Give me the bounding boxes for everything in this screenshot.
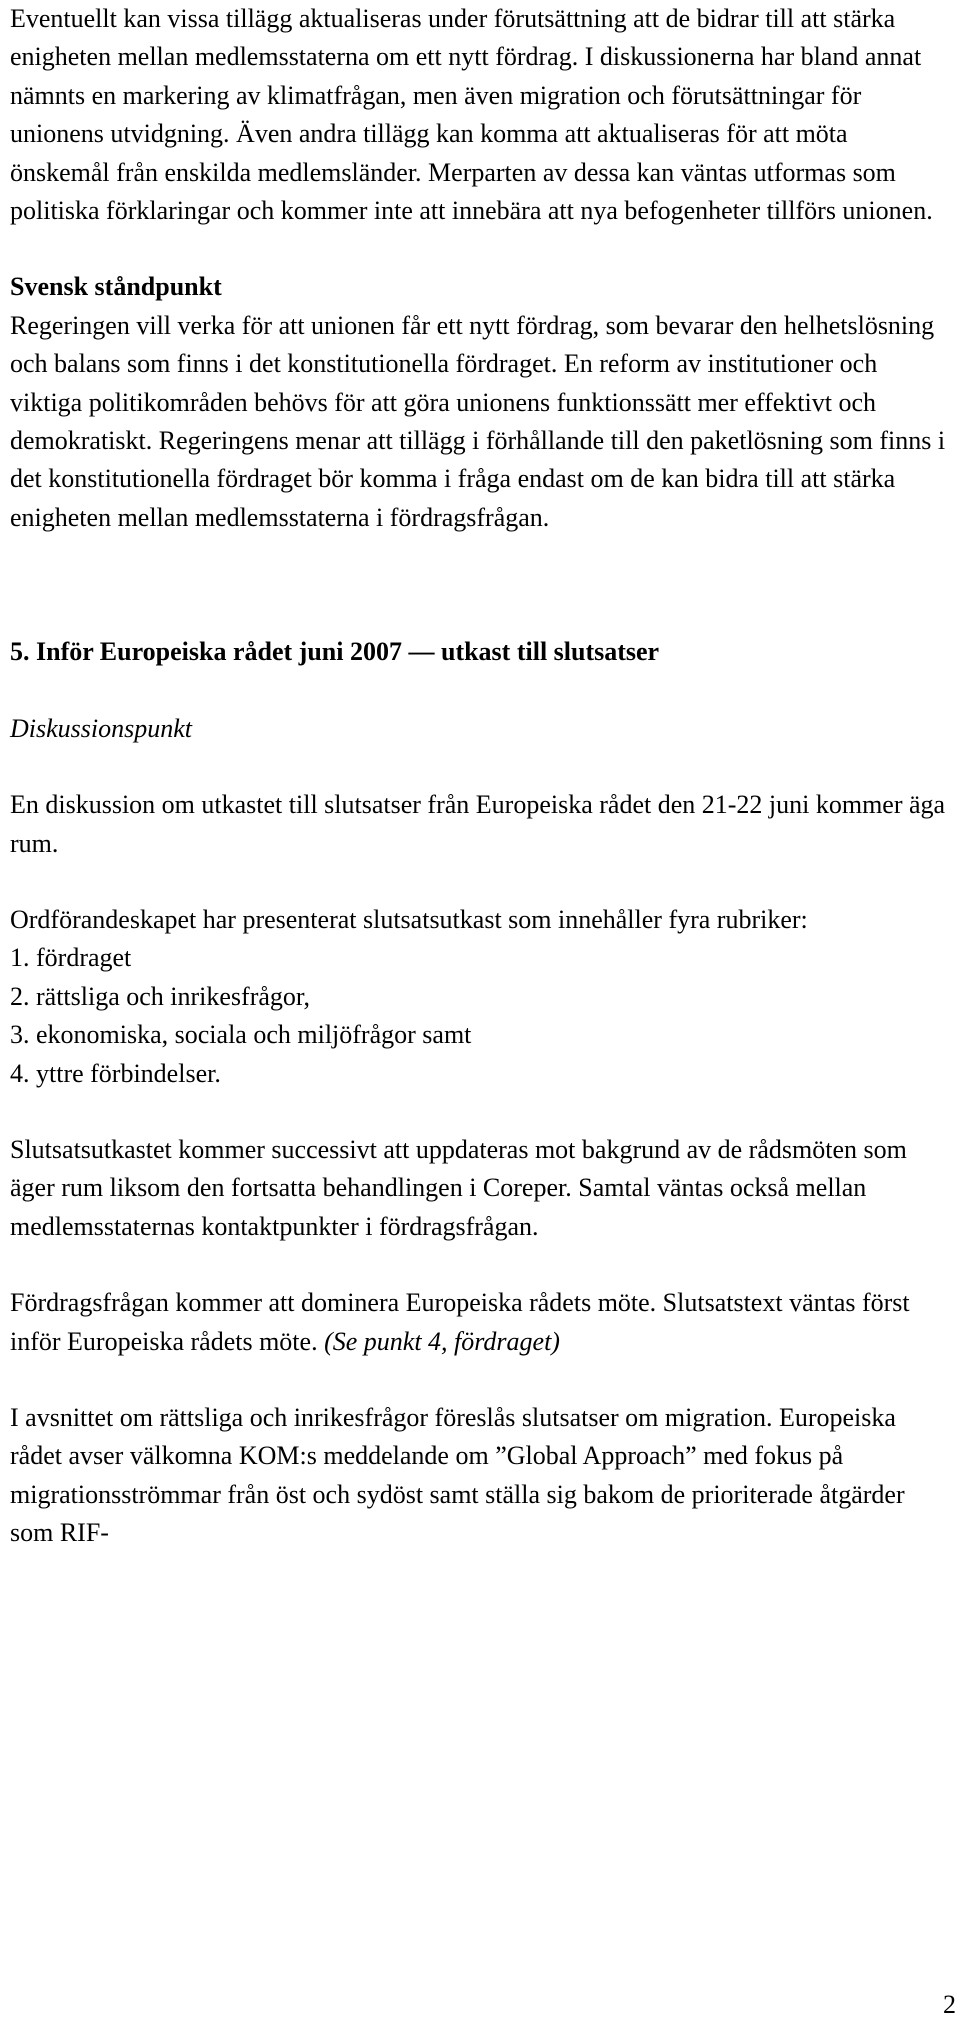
list-item: 4. yttre förbindelser. [10,1058,221,1088]
svensk-standpunkt-paragraph: Regeringen vill verka för att unionen får ett nytt fördrag, som bevarar den helhetslösning och balans som finns i det konstitutionella fördraget. En reform av institutioner och viktiga politikområden behövs för att göra unionens funktionssätt mer effektivt och demokratiskt. Regeringens menar att tillägg i förhållande till den paketlösning som finns i det konstitutionella fördraget bör komma i fråga endast om de kan bidra till att stärka enigheten mellan medlemsstaterna i fördragsfrågan. [10,310,946,532]
list-item: 1. fördraget [10,943,132,973]
section-5-heading: 5. Inför Europeiska rådet juni 2007 — utkast till slutsatser [10,637,660,667]
fordragsfragan-paragraph [10,1284,950,1361]
list-item: 3. ekonomiska, sociala och miljöfrågor samt [10,1020,472,1050]
diskussion-paragraph: En diskussion om utkastet till slutsatser från Europeiska rådet den 21-22 juni kommer äga rum. [10,790,946,858]
rubriker-list [10,939,950,1093]
ordforandeskap-paragraph: Ordförandeskapet har presenterat slutsatsutkast som innehåller fyra rubriker: [10,904,808,934]
list-item: 2. rättsliga och inrikesfrågor, [10,981,311,1011]
svensk-standpunkt-heading: Svensk ståndpunkt [10,272,222,302]
document-page [10,0,950,1553]
diskussionspunkt-label: Diskussionspunkt [10,713,192,743]
page-number: 2 [943,1990,956,2019]
cross-reference: (Se punkt 4, fördraget) [324,1326,560,1356]
avsnitt-paragraph: I avsnittet om rättsliga och inrikesfrågor föreslås slutsatser om migration. Europeiska rådet avser välkomna KOM:s meddelande om ”Global Approach” med fokus på migrationsströmmar från öst och sydöst samt ställa sig bakom de prioriterade åtgärder som RIF- [10,1402,905,1548]
slutsatsutkast-paragraph: Slutsatsutkastet kommer successivt att uppdateras mot bakgrund av de rådsmöten som äger rum liksom den fortsatta behandlingen i Coreper. Samtal väntas också mellan medlemsstaternas kontaktpunkter i fördragsfrågan. [10,1134,907,1241]
intro-paragraph: Eventuellt kan vissa tillägg aktualiseras under förutsättning att de bidrar till att stärka enigheten mellan medlemsstaterna om ett nytt fördrag. I diskussionerna har bland annat nämnts en markering av klimatfrågan, men även migration och förutsättningar för unionens utvidgning. Även andra tillägg kan komma att aktualiseras för att möta önskemål från enskilda medlemsländer. Merparten av dessa kan väntas utformas som politiska förklaringar och kommer inte att innebära att nya befogenheter tillförs unionen. [10,4,933,226]
fordragsfragan-text: Fördragsfrågan kommer att dominera Europeiska rådets möte. Slutsatstext väntas först inför Europeiska rådets möte. [10,1288,910,1356]
